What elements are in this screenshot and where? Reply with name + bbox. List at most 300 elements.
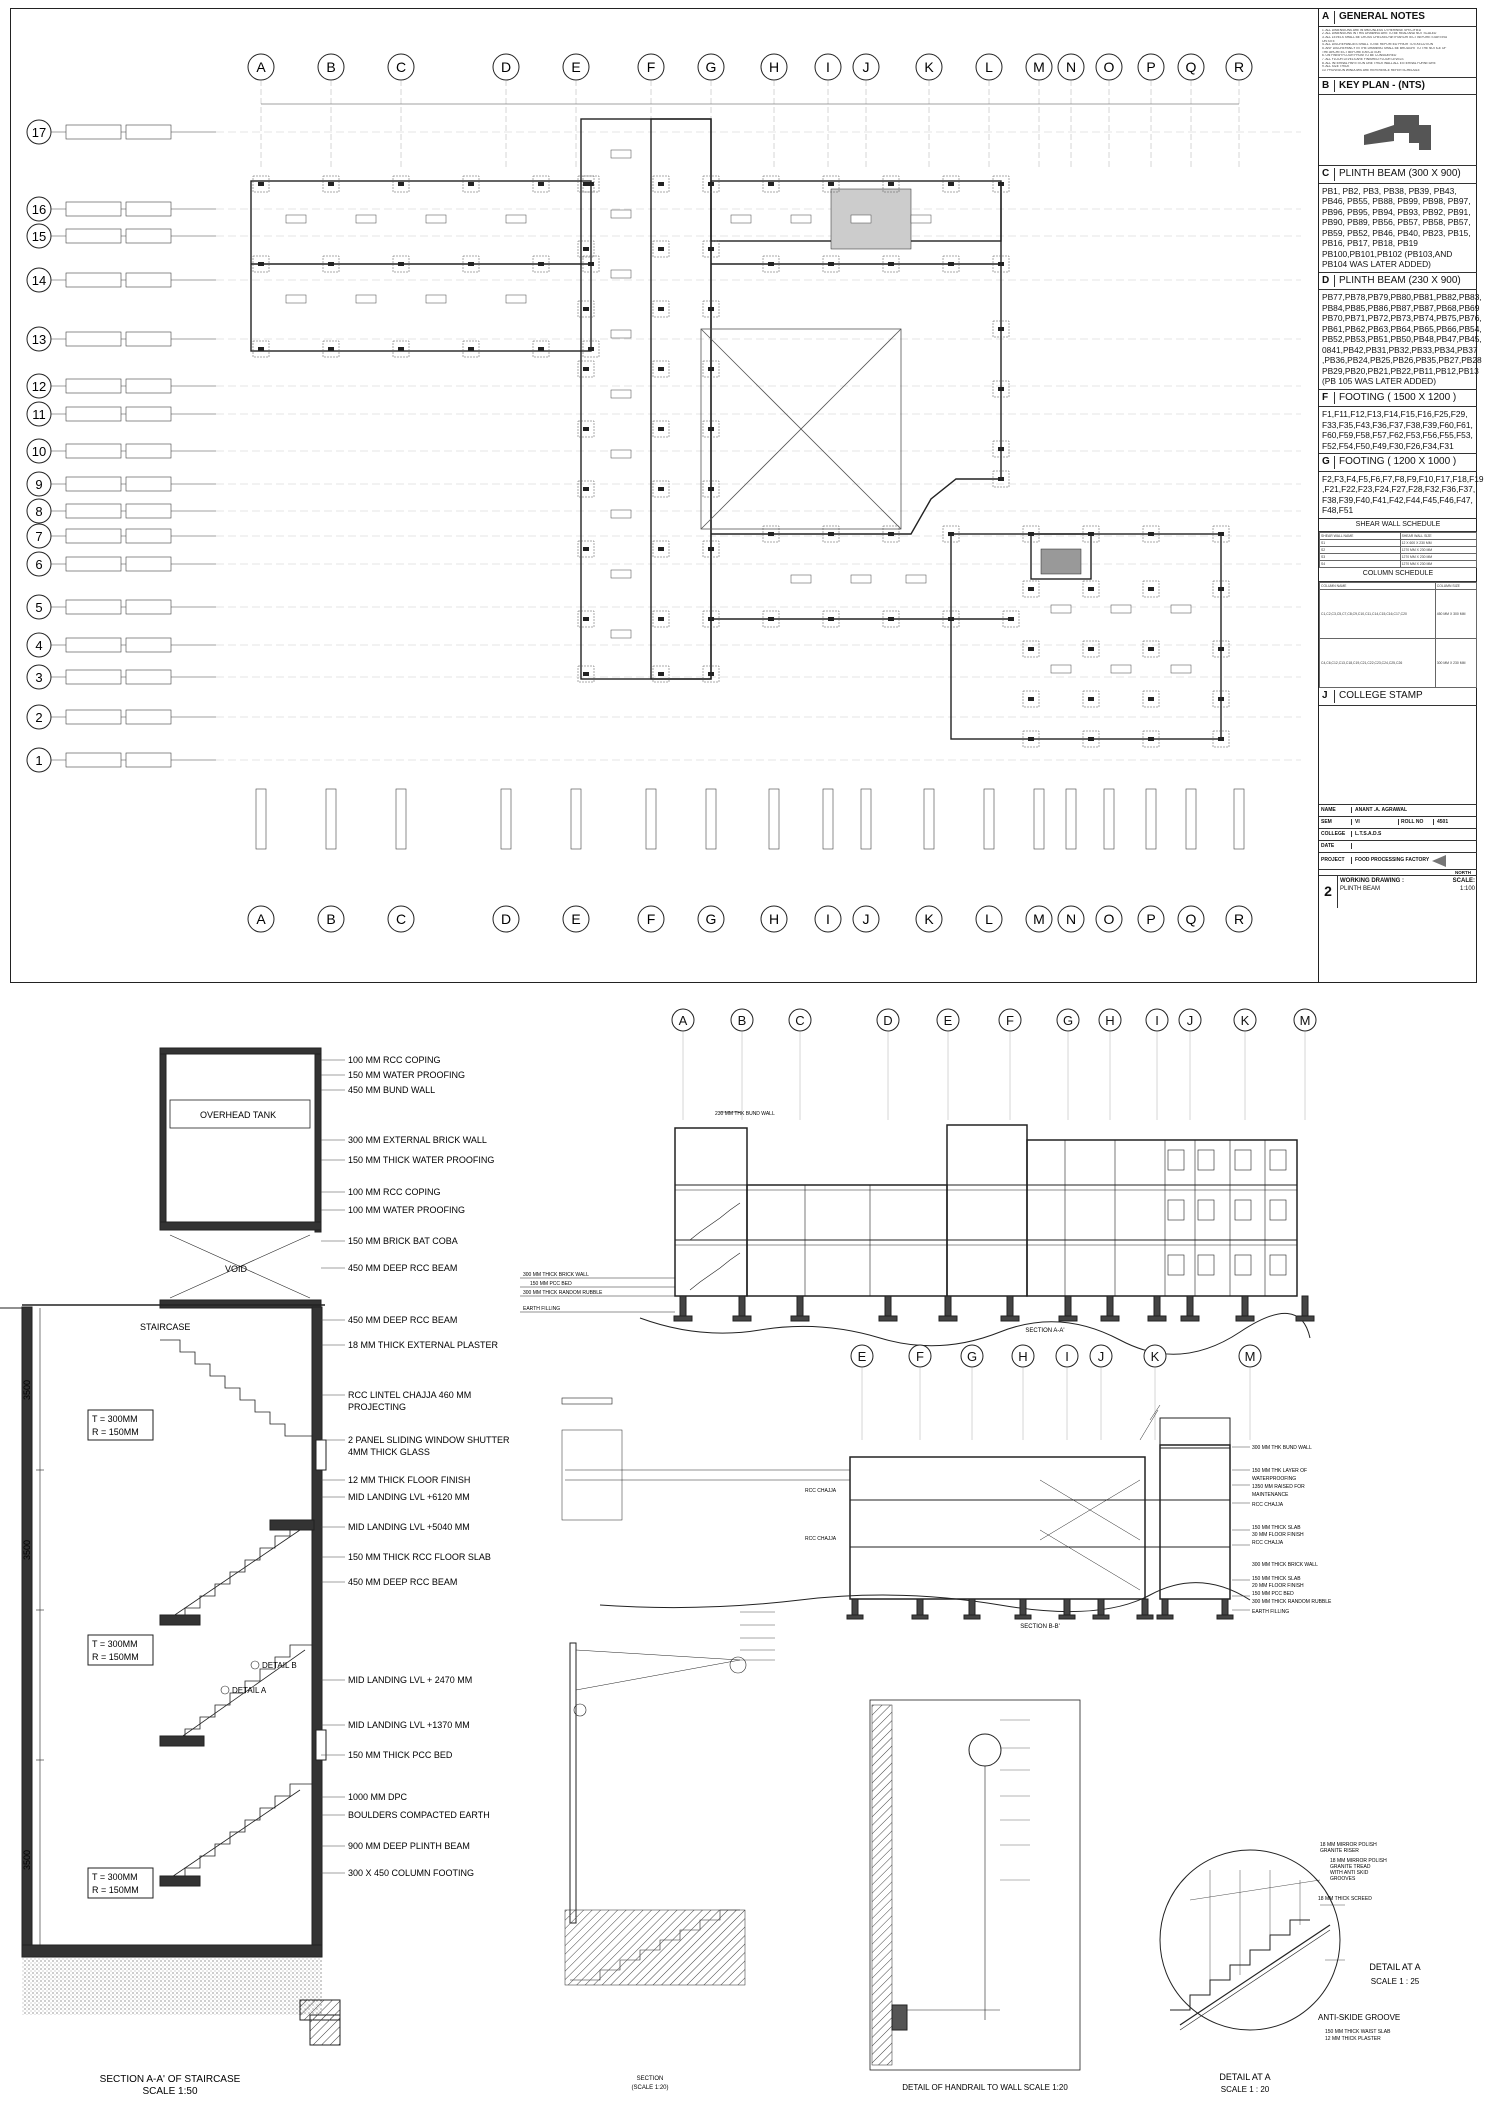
row-level-box: [126, 753, 171, 767]
column: [1088, 647, 1094, 651]
grid-letter: D: [883, 1013, 893, 1028]
shear-wall-schedule-title: SHEAR WALL SCHEDULE: [1319, 519, 1477, 533]
grid-letter: I: [826, 59, 830, 75]
stair-label: 450 MM DEEP RCC BEAM: [348, 1263, 458, 1273]
grid-letter: D: [500, 911, 512, 927]
column: [1028, 697, 1034, 701]
general-notes-header: A GENERAL NOTES: [1319, 9, 1477, 27]
column: [828, 532, 834, 536]
footing-1500-list: F1,F11,F12,F13,F14,F15,F16,F25,F29, F33,F35,F43,F36,F37,F38,F39,F60,F61, F60,F59,F58,F57,F62,F53,F56,F55,F53, F52,F54,F50,F49,F30,F26,F34,F31: [1319, 407, 1477, 454]
section-bb-caption: SECTION B-B': [1020, 1624, 1060, 1630]
row-tag-box: [66, 504, 121, 518]
column-footing: [945, 1296, 951, 1318]
north-label: NORTH: [1455, 869, 1471, 875]
column-footing: [1020, 1599, 1026, 1617]
tread-label: T = 300MM: [92, 1414, 138, 1424]
grid-letter: N: [1065, 59, 1077, 75]
grid-letter: F: [646, 911, 656, 927]
column: [538, 347, 544, 351]
stair-label: 150 MM THICK PCC BED: [348, 1750, 453, 1760]
grid-letter: K: [1150, 1349, 1160, 1364]
bb-note: 300 MM THICK RANDOM RUBBLE: [1252, 1599, 1332, 1605]
bb-note: RCC CHAJJA: [805, 1488, 837, 1494]
column: [658, 367, 664, 371]
beam-tag: [1111, 665, 1131, 673]
row-tag-box: [66, 600, 121, 614]
beam-tag: [611, 450, 631, 458]
aa-note: 300 MM THICK BRICK WALL: [523, 1272, 589, 1278]
bb-note: RCC CHAJJA: [1252, 1540, 1284, 1546]
grid-letter: C: [395, 911, 407, 927]
column-tag-box: [1034, 789, 1044, 849]
row-tag-box: [66, 477, 121, 491]
plan-columns: [253, 176, 1229, 747]
beam-tag: [791, 575, 811, 583]
detail-a-inner-caption: DETAIL AT A: [1369, 1962, 1421, 1972]
sections-drawing: [0, 1000, 1485, 2100]
column: [888, 617, 894, 621]
column: [1028, 532, 1034, 536]
detail-a-note: GROOVES: [1330, 1876, 1356, 1882]
column: [583, 307, 589, 311]
footing-1200-list: F2,F3,F4,F5,F6,F7,F8,F9,F10,F17,F18,F19 ,F21,F22,F23,F24,F27,F28,F32,F36,F37, F38,F39,F40,F41,F42,F44,F45,F46,F47, F48,F51: [1319, 472, 1477, 519]
footing-pad: [791, 1316, 809, 1321]
column-footing: [1065, 1296, 1071, 1318]
grid-number: 11: [32, 407, 46, 422]
column: [1218, 587, 1224, 591]
grid-letter: B: [326, 911, 336, 927]
grid-letter: H: [1018, 1349, 1028, 1364]
column-tag-box: [984, 789, 994, 849]
column: [768, 182, 774, 186]
column-footing: [885, 1296, 891, 1318]
column: [948, 617, 954, 621]
column-tag-box: [396, 789, 406, 849]
column: [468, 262, 474, 266]
row-tag-box: [66, 332, 121, 346]
grid-letter: G: [1062, 1013, 1074, 1028]
grid-letter: H: [768, 911, 780, 927]
beam-tag: [1051, 605, 1071, 613]
grid-letter: B: [326, 59, 336, 75]
row-level-box: [126, 557, 171, 571]
grid-letter: L: [985, 59, 993, 75]
grid-letter: B: [737, 1013, 747, 1028]
grid-letter: D: [500, 59, 512, 75]
column-tag-box: [646, 789, 656, 849]
column: [768, 262, 774, 266]
courtyard: [701, 329, 901, 529]
stair-label: 100 MM RCC COPING: [348, 1187, 441, 1197]
footing-pad: [1001, 1316, 1019, 1321]
section-small: [565, 1612, 775, 1985]
grid-number: 14: [31, 273, 47, 288]
level-dim: 3500: [22, 1379, 32, 1400]
beam-tag: [356, 215, 376, 223]
bb-note: 150 MM THICK SLAB: [1252, 1525, 1301, 1531]
column: [708, 617, 714, 621]
row-level-box: [126, 529, 171, 543]
grid-letter: O: [1103, 911, 1115, 927]
key-plan-header: B KEY PLAN - (NTS): [1319, 78, 1477, 96]
grid-letter: F: [646, 59, 656, 75]
footing-pad: [1059, 1316, 1077, 1321]
aa-note: EARTH FILLING: [523, 1306, 561, 1312]
row-level-box: [126, 477, 171, 491]
footing-pad: [1059, 1615, 1075, 1619]
column: [888, 262, 894, 266]
column-footing: [680, 1296, 686, 1318]
grid-letter: I: [1065, 1349, 1069, 1364]
grid-letter: F: [916, 1349, 924, 1364]
key-plan-graphic: [1319, 95, 1475, 165]
column-tag-box: [256, 789, 266, 849]
column: [328, 262, 334, 266]
footing-pad: [964, 1615, 980, 1619]
bb-note: 300 MM THK BUND WALL: [1252, 1445, 1312, 1451]
grid-letter: K: [924, 911, 934, 927]
detail-a-note: 18 MM MIRROR POLISH: [1330, 1858, 1387, 1864]
shear-wall-schedule-table: SHEAR WALL NAME SHEAR WALL SIZE S1 12 X 600 X 230 MM S2 1270 MM X 230 MM S3 1270 MM X 230 MM S4 1270 MM X 230 MM: [1319, 532, 1477, 568]
stair-label: 100 MM WATER PROOFING: [348, 1205, 466, 1215]
sheet-number: 2: [1319, 876, 1338, 908]
footing-pad: [674, 1316, 692, 1321]
grid-letter: A: [678, 1013, 688, 1028]
column: [658, 307, 664, 311]
column: [768, 532, 774, 536]
sheet-subtitle: PLINTH BEAM: [1340, 885, 1381, 892]
grid-letter: G: [705, 59, 717, 75]
north-arrow-icon: [1432, 855, 1446, 867]
grid-letter: A: [256, 911, 266, 927]
column: [708, 487, 714, 491]
column: [1218, 532, 1224, 536]
column: [583, 487, 589, 491]
column: [998, 262, 1004, 266]
riser-label: R = 150MM: [92, 1652, 139, 1662]
grid-letter: M: [1244, 1349, 1256, 1364]
bb-note: RCC CHAJJA: [1252, 1502, 1284, 1508]
row-tag-box: [66, 379, 121, 393]
level-dim: 3500: [22, 1849, 32, 1870]
stair-label: PROJECTING: [348, 1402, 407, 1412]
grid-letter: M: [1299, 1013, 1311, 1028]
plan-beams: [251, 119, 1221, 739]
footing-1500-header: F FOOTING ( 1500 X 1200 ): [1319, 390, 1477, 408]
stair-label: 12 MM THICK FLOOR FINISH: [348, 1475, 471, 1485]
footing-pad: [1093, 1615, 1109, 1619]
row-level-box: [126, 125, 171, 139]
grid-letter: P: [1146, 59, 1156, 75]
column-footing: [969, 1599, 975, 1617]
column: [398, 262, 404, 266]
footing-pad: [733, 1316, 751, 1321]
scale-value: 1:100: [1459, 885, 1475, 892]
column: [258, 182, 264, 186]
row-tag-box: [66, 670, 121, 684]
grid-letter: E: [857, 1349, 867, 1364]
bb-note: 20 MM FLOOR FINISH: [1252, 1583, 1304, 1589]
grid-number: 5: [35, 600, 43, 615]
column-tag-box: [1146, 789, 1156, 849]
column: [708, 182, 714, 186]
bb-note: 150 MM PCC BED: [1252, 1591, 1294, 1597]
beam-tag: [426, 295, 446, 303]
row-tag-box: [66, 557, 121, 571]
column-footing: [1098, 1599, 1104, 1617]
tread-label: T = 300MM: [92, 1872, 138, 1882]
column: [538, 262, 544, 266]
stair-label: 150 MM THICK WATER PROOFING: [348, 1155, 495, 1165]
detail-a-labels: [1219, 1842, 1420, 2094]
staircase-labels: [22, 1055, 510, 2097]
column-tag-box: [769, 789, 779, 849]
column: [998, 477, 1004, 481]
bb-note: 150 MM THICK SLAB: [1252, 1576, 1301, 1582]
grid-number: 16: [31, 202, 47, 217]
detail-a-note: 12 MM THICK PLASTER: [1325, 2036, 1381, 2042]
beam-tag: [356, 295, 376, 303]
bb-note: 1350 MM RAISED FOR: [1252, 1484, 1305, 1490]
grid-letter: A: [256, 59, 266, 75]
info-name-row: NAME ANANT .A. AGRAWAL: [1319, 805, 1477, 817]
detail-a-note: GRANITE RISER: [1320, 1848, 1359, 1854]
grid-letter: M: [1033, 59, 1045, 75]
row-level-box: [126, 600, 171, 614]
column-tag-box: [1104, 789, 1114, 849]
detail-a-note: 18 MM MIRROR POLISH: [1320, 1842, 1377, 1848]
small-section-caption: SECTION: [636, 2076, 664, 2082]
staircase-scale: SCALE 1:50: [142, 2086, 198, 2097]
column: [1218, 737, 1224, 741]
column-footing: [1162, 1599, 1168, 1617]
column: [998, 182, 1004, 186]
row-tag-box: [66, 407, 121, 421]
row-level-box: [126, 710, 171, 724]
stair-label: 450 MM BUND WALL: [348, 1085, 436, 1095]
column: [1218, 697, 1224, 701]
stair-label: 450 MM DEEP RCC BEAM: [348, 1577, 458, 1587]
footing-pad: [1101, 1316, 1119, 1321]
row-tag-box: [66, 638, 121, 652]
section-aa: [520, 1009, 1316, 1354]
column-footing: [1222, 1599, 1228, 1617]
sheet-title: WORKING DRAWING :: [1340, 878, 1404, 885]
column: [398, 347, 404, 351]
beam-tag: [611, 390, 631, 398]
column: [658, 547, 664, 551]
footing-pad: [1148, 1316, 1166, 1321]
beam-tag: [611, 510, 631, 518]
aa-note: 150 MM PCC BED: [530, 1281, 572, 1287]
title-block: [1318, 9, 1484, 982]
grid-number: 4: [35, 638, 43, 653]
column: [583, 367, 589, 371]
footing-pad: [1157, 1615, 1173, 1619]
plinth-beam-300-list: PB1, PB2, PB3, PB38, PB39, PB43, PB46, PB55, PB88, PB99, PB98, PB97, PB96, PB95, PB94, PB93, PB92, PB91, PB90, PB89, PB56, PB57, PB58, PB57, PB59, PB52, PB46, PB40, PB23, PB15, PB16, PB17, PB18, PB19 PB100,PB101,PB102 (PB103,AND PB104 WAS LATER ADDED): [1319, 184, 1477, 273]
general-notes-list: 1. ALL DIMENSIONS ARE IN MM UNLESS OTHERWISE SPECIFIED 2. ALL DIMENSIONS IN THIS DRAWING ARE TO BE READ AND NOT SCALED 3. ALL LEVELS SHALL BE CROSS CHECKED WITH ARCHITECT BEFORE STARTING ON SITE 4. ALL DISCREPANCIES SHALL TO BE REPORTED PRIOR TO EXECUTION 5. ANY DISCREPANCY IN THE DRAWING SHALL BE BROUGHT TO THE NOTICE OF THE ARCHITECT BEFORE EXECUTION 6. ON FINISH FLOOR FROM TO BE CONSIDERED 7. ALL FLOOR LEVELS ARE FINISHED FLOOR LEVELS 8. ALL INTERNAL PARTITION ONE THICK WALL ALL EXTERNAL FURNITURE 9. ALL SIZE THICK 10. PROVISION WINDOWS ARE REFERENCE REFER SCHEDULE: [1319, 27, 1477, 78]
grid-letter: M: [1033, 911, 1045, 927]
grid-letter: K: [924, 59, 934, 75]
section-small-labels: [631, 2076, 668, 2091]
column: [588, 347, 594, 351]
detail-a-caption: DETAIL AT A: [1219, 2072, 1271, 2082]
stair-label: BOULDERS COMPACTED EARTH: [348, 1810, 490, 1820]
row-tag-box: [66, 202, 121, 216]
void-label: VOID: [225, 1264, 248, 1274]
grid-letter: J: [1186, 1013, 1194, 1028]
row-level-box: [126, 670, 171, 684]
column: [1148, 697, 1154, 701]
stair-label: 1000 MM DPC: [348, 1792, 408, 1802]
stair-label: MID LANDING LVL + 2470 MM: [348, 1675, 473, 1685]
row-tag-box: [66, 229, 121, 243]
grid-letter: I: [826, 911, 830, 927]
column: [1088, 532, 1094, 536]
sheet-number-block: [1319, 875, 1477, 908]
college-stamp-area: [1319, 706, 1477, 805]
column: [1148, 532, 1154, 536]
grid-letter: O: [1103, 59, 1115, 75]
grid-letter: J: [862, 911, 870, 927]
row-tag-box: [66, 529, 121, 543]
bb-note: WATERPROOFING: [1252, 1476, 1297, 1482]
column: [583, 182, 589, 186]
grid-letter: G: [705, 911, 717, 927]
column: [998, 447, 1004, 451]
column-footing: [1142, 1599, 1148, 1617]
beam-tag: [611, 270, 631, 278]
section-aa-labels: [523, 1111, 1065, 1334]
column: [1088, 737, 1094, 741]
grid-letter: H: [1105, 1013, 1115, 1028]
detail-a-note: GRANITE TREAD: [1330, 1864, 1371, 1870]
footing-pad: [1181, 1316, 1199, 1321]
footing-pad: [847, 1615, 863, 1619]
column-footing: [1242, 1296, 1248, 1318]
info-project-row: PROJECT FOOD PROCESSING FACTORY: [1319, 853, 1477, 870]
stair-label: 18 MM THICK EXTERNAL PLASTER: [348, 1340, 499, 1350]
column: [658, 487, 664, 491]
row-tag-box: [66, 753, 121, 767]
info-date-row: DATE: [1319, 841, 1477, 853]
column: [1088, 697, 1094, 701]
row-tag-box: [66, 710, 121, 724]
row-level-box: [126, 504, 171, 518]
column-footing: [797, 1296, 803, 1318]
column: [583, 247, 589, 251]
column: [258, 262, 264, 266]
column-tag-box: [924, 789, 934, 849]
column: [1148, 647, 1154, 651]
overhead-tank-label: OVERHEAD TANK: [200, 1110, 277, 1120]
stair-label: 2 PANEL SLIDING WINDOW SHUTTER: [348, 1435, 510, 1445]
riser-label: R = 150MM: [92, 1885, 139, 1895]
grid-number: 8: [35, 504, 43, 519]
hatched-area: [1041, 549, 1081, 574]
column: [398, 182, 404, 186]
beam-tag: [791, 215, 811, 223]
beam-outline-se: [951, 534, 1221, 739]
bb-note: MAINTENANCE: [1252, 1492, 1289, 1498]
column: [583, 672, 589, 676]
detail-at-a: [1160, 1850, 1345, 2030]
aa-note: 300 MM THICK RANDOM RUBBLE: [523, 1290, 603, 1296]
stair-label: RCC LINTEL CHAJJA 460 MM: [348, 1390, 472, 1400]
column: [328, 182, 334, 186]
beam-tag: [906, 575, 926, 583]
beam-tag: [911, 215, 931, 223]
stair-flights: [160, 1340, 312, 1885]
beam-tag: [851, 215, 871, 223]
footing-pad: [1217, 1615, 1233, 1619]
column-footing: [1007, 1296, 1013, 1318]
grid-letter: R: [1233, 59, 1245, 75]
grid-number: 17: [31, 125, 47, 140]
staircase-section: [0, 1048, 345, 2045]
grid-letter: Q: [1185, 59, 1197, 75]
column: [888, 532, 894, 536]
stair-label: 150 MM BRICK BAT COBA: [348, 1236, 458, 1246]
column: [583, 617, 589, 621]
column: [588, 262, 594, 266]
beam-tag: [1051, 665, 1071, 673]
row-level-box: [126, 229, 171, 243]
sections-sheet: [0, 1000, 1485, 2100]
scale-label: SCALE:: [1452, 878, 1475, 885]
stair-label: 4MM THICK GLASS: [348, 1447, 430, 1457]
column-footing: [852, 1599, 858, 1617]
bb-note: 30 MM FLOOR FINISH: [1252, 1532, 1304, 1538]
plinth-beam-230-header: D PLINTH BEAM (230 X 900): [1319, 273, 1477, 291]
column: [583, 547, 589, 551]
detail-a-note: WITH ANTI SKID: [1330, 1870, 1369, 1876]
plinth-beam-plan: [11, 9, 1317, 981]
grid-letter: L: [985, 911, 993, 927]
row-level-box: [126, 332, 171, 346]
stair-label: MID LANDING LVL +5040 MM: [348, 1522, 470, 1532]
row-level-box: [126, 444, 171, 458]
column: [583, 427, 589, 431]
footing-pad: [879, 1316, 897, 1321]
column: [1008, 617, 1014, 621]
beam-tag: [731, 215, 751, 223]
stair-label: 900 MM DEEP PLINTH BEAM: [348, 1841, 470, 1851]
column: [1028, 647, 1034, 651]
grid-number: 6: [35, 557, 43, 572]
row-level-box: [126, 407, 171, 421]
column: [998, 387, 1004, 391]
section-bb-columns: [847, 1599, 1233, 1619]
stair-label: 150 MM WATER PROOFING: [348, 1070, 466, 1080]
column-footing: [1154, 1296, 1160, 1318]
grid-letter: C: [395, 59, 407, 75]
column: [1148, 587, 1154, 591]
column: [658, 182, 664, 186]
row-tag-box: [66, 125, 121, 139]
detail-b-tag: DETAIL B: [262, 1661, 297, 1670]
stair-label: 300 MM EXTERNAL BRICK WALL: [348, 1135, 487, 1145]
beam-tag: [1111, 605, 1131, 613]
beam-line: [651, 119, 711, 679]
info-college-row: COLLEGE L.T.S.A.D.S: [1319, 829, 1477, 841]
grid-letter: P: [1146, 911, 1156, 927]
row-tag-box: [66, 273, 121, 287]
column: [1218, 647, 1224, 651]
info-sem-row: SEM VI ROLL NO 4501: [1319, 817, 1477, 829]
grid-letter: I: [1155, 1013, 1159, 1028]
column-tag-box: [571, 789, 581, 849]
